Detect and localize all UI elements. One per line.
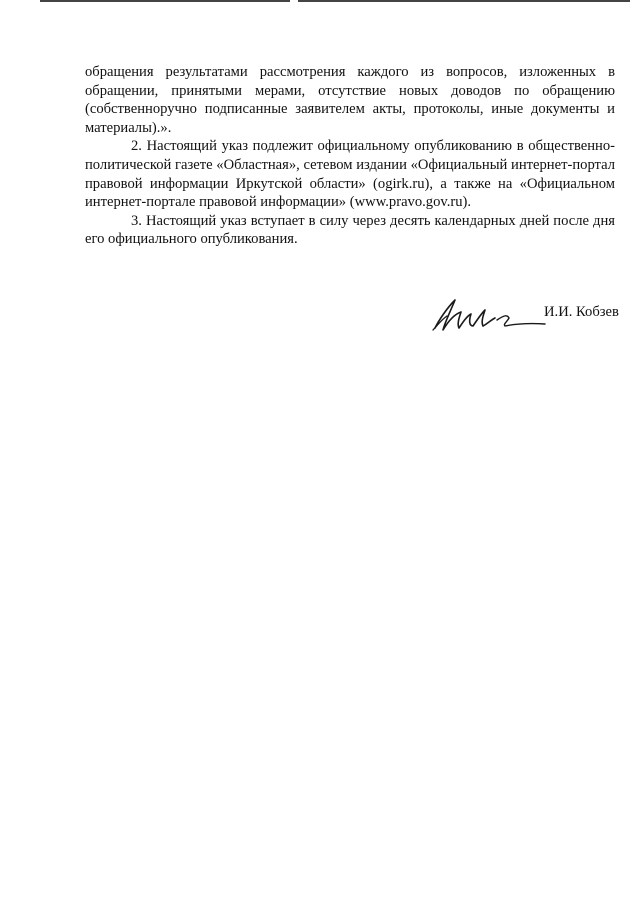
paragraph-item-2 xyxy=(85,137,615,211)
text-line: 3. Настоящий указ вступает в силу через десять календарных дней после xyxy=(131,212,590,229)
text-line: общественно-политической газете «Областная», сетевом издании xyxy=(85,138,616,173)
text-line: (www.pravo.gov.ru). xyxy=(349,194,472,211)
text-line: (собственноручно подписанные заявителем акты, протоколы, иные документы и xyxy=(85,101,615,118)
text-line: дня его официального опубликования. xyxy=(85,212,615,248)
signer-name: И.И. Кобзев xyxy=(544,304,619,320)
text-line: обращении, принятыми мерами, отсутствие новых доводов по обращению xyxy=(85,82,615,99)
text-line: «Официальный интернет-портал правовой информации Иркутской области» xyxy=(85,156,615,192)
handwritten-signature-icon xyxy=(425,290,550,340)
top-rule-gap xyxy=(290,0,298,2)
top-scan-rule xyxy=(40,0,630,2)
text-line: материалы).». xyxy=(85,119,172,136)
paragraph-item-3 xyxy=(85,212,615,249)
signature-block xyxy=(420,290,630,340)
text-line: 2. Настоящий указ подлежит официальному опубликованию в xyxy=(131,138,524,155)
text-line: (ogirk.ru), а также на «Официальном интернет-портале правовой информации» xyxy=(85,175,615,211)
document-body xyxy=(85,63,615,249)
paragraph-continuation xyxy=(85,63,615,137)
text-line: обращения результатами рассмотрения каждого из вопросов, изложенных в xyxy=(85,64,615,80)
